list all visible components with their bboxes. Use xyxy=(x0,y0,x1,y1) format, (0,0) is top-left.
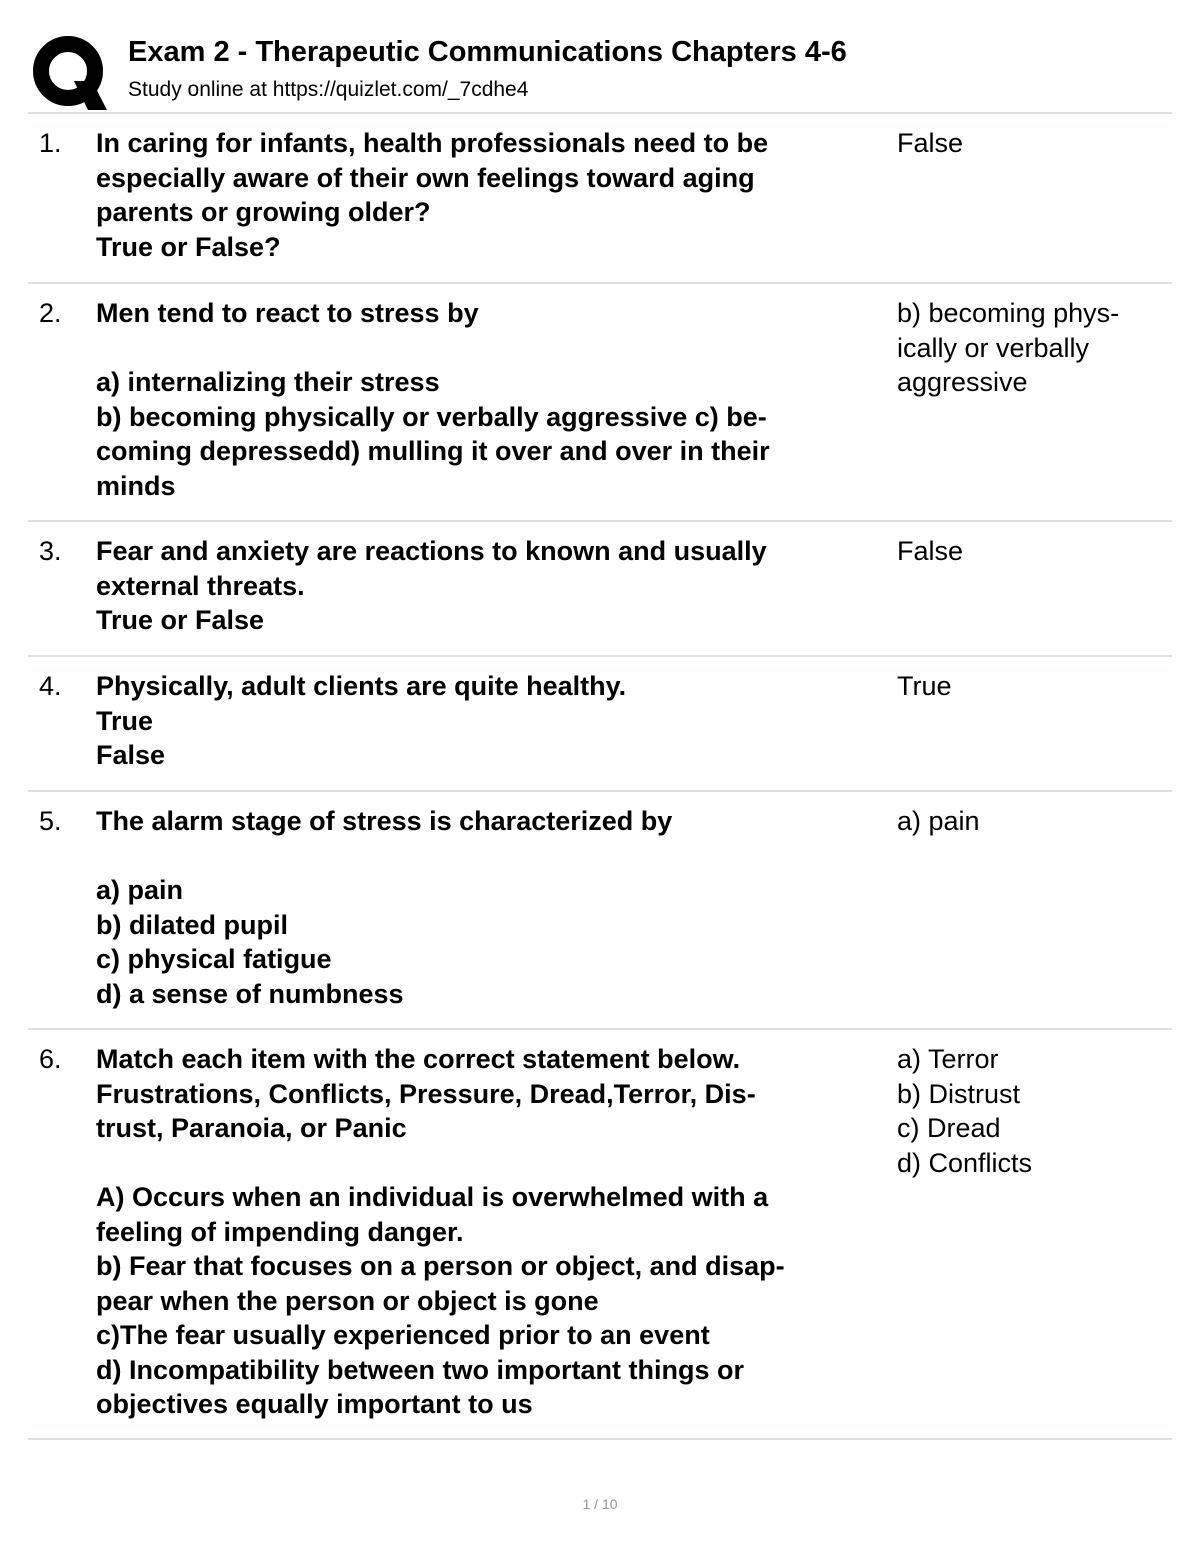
flashcard xyxy=(28,790,1172,1028)
card-question: Physically, adult clients are quite healthy. True False xyxy=(96,671,627,770)
flashcard-list xyxy=(28,112,1172,1440)
card-question: In caring for infants, health professionals need to be especially aware of their own feelings toward aging parents or growing older? True or False? xyxy=(96,128,769,262)
card-number: 4. xyxy=(39,671,62,701)
card-number: 3. xyxy=(39,536,62,566)
flashcard xyxy=(28,282,1172,520)
card-number: 2. xyxy=(39,298,62,328)
flashcard xyxy=(28,520,1172,655)
card-answer: a) pain xyxy=(897,806,980,836)
flashcard xyxy=(28,112,1172,282)
page-header xyxy=(30,30,1172,110)
card-question: Match each item with the correct statement below. Frustrations, Conflicts, Pressure, Dread,Terror, Dis- trust, Paranoia, or Panic A) Occurs when an individual is overwhelmed with a feeling of impending danger. b) Fear that focuses on a person or object, and disap- pear when the person or object is gone c)The fear usually experienced prior to an event d) Incompatibility between two important things or objectives equally important to us xyxy=(96,1044,785,1419)
flashcard xyxy=(28,1028,1172,1440)
card-answer: b) becoming phys- ically or verbally aggressive xyxy=(897,298,1120,397)
card-answer: True xyxy=(897,671,952,701)
study-online-link[interactable]: Study online at https://quizlet.com/_7cdhe4 xyxy=(128,78,529,101)
card-question: Fear and anxiety are reactions to known and usually external threats. True or False xyxy=(96,536,767,635)
card-number: 5. xyxy=(39,806,62,836)
flashcard xyxy=(28,655,1172,790)
card-number: 1. xyxy=(39,128,62,158)
card-question: Men tend to react to stress by a) internalizing their stress b) becoming physically or verbally aggressive c) be- coming depressedd) mulling it over and over in their minds xyxy=(96,298,770,501)
page-number: 1 / 10 xyxy=(582,1496,618,1512)
card-answer: False xyxy=(897,128,964,158)
quizlet-q-logo xyxy=(30,33,108,111)
card-question: The alarm stage of stress is characterized by a) pain b) dilated pupil c) physical fatigue d) a sense of numbness xyxy=(96,806,673,1009)
card-answer: False xyxy=(897,536,964,566)
page-title: Exam 2 - Therapeutic Communications Chapters 4-6 xyxy=(128,36,847,68)
card-number: 6. xyxy=(39,1044,62,1074)
card-answer: a) Terror b) Distrust c) Dread d) Conflicts xyxy=(897,1044,1033,1178)
